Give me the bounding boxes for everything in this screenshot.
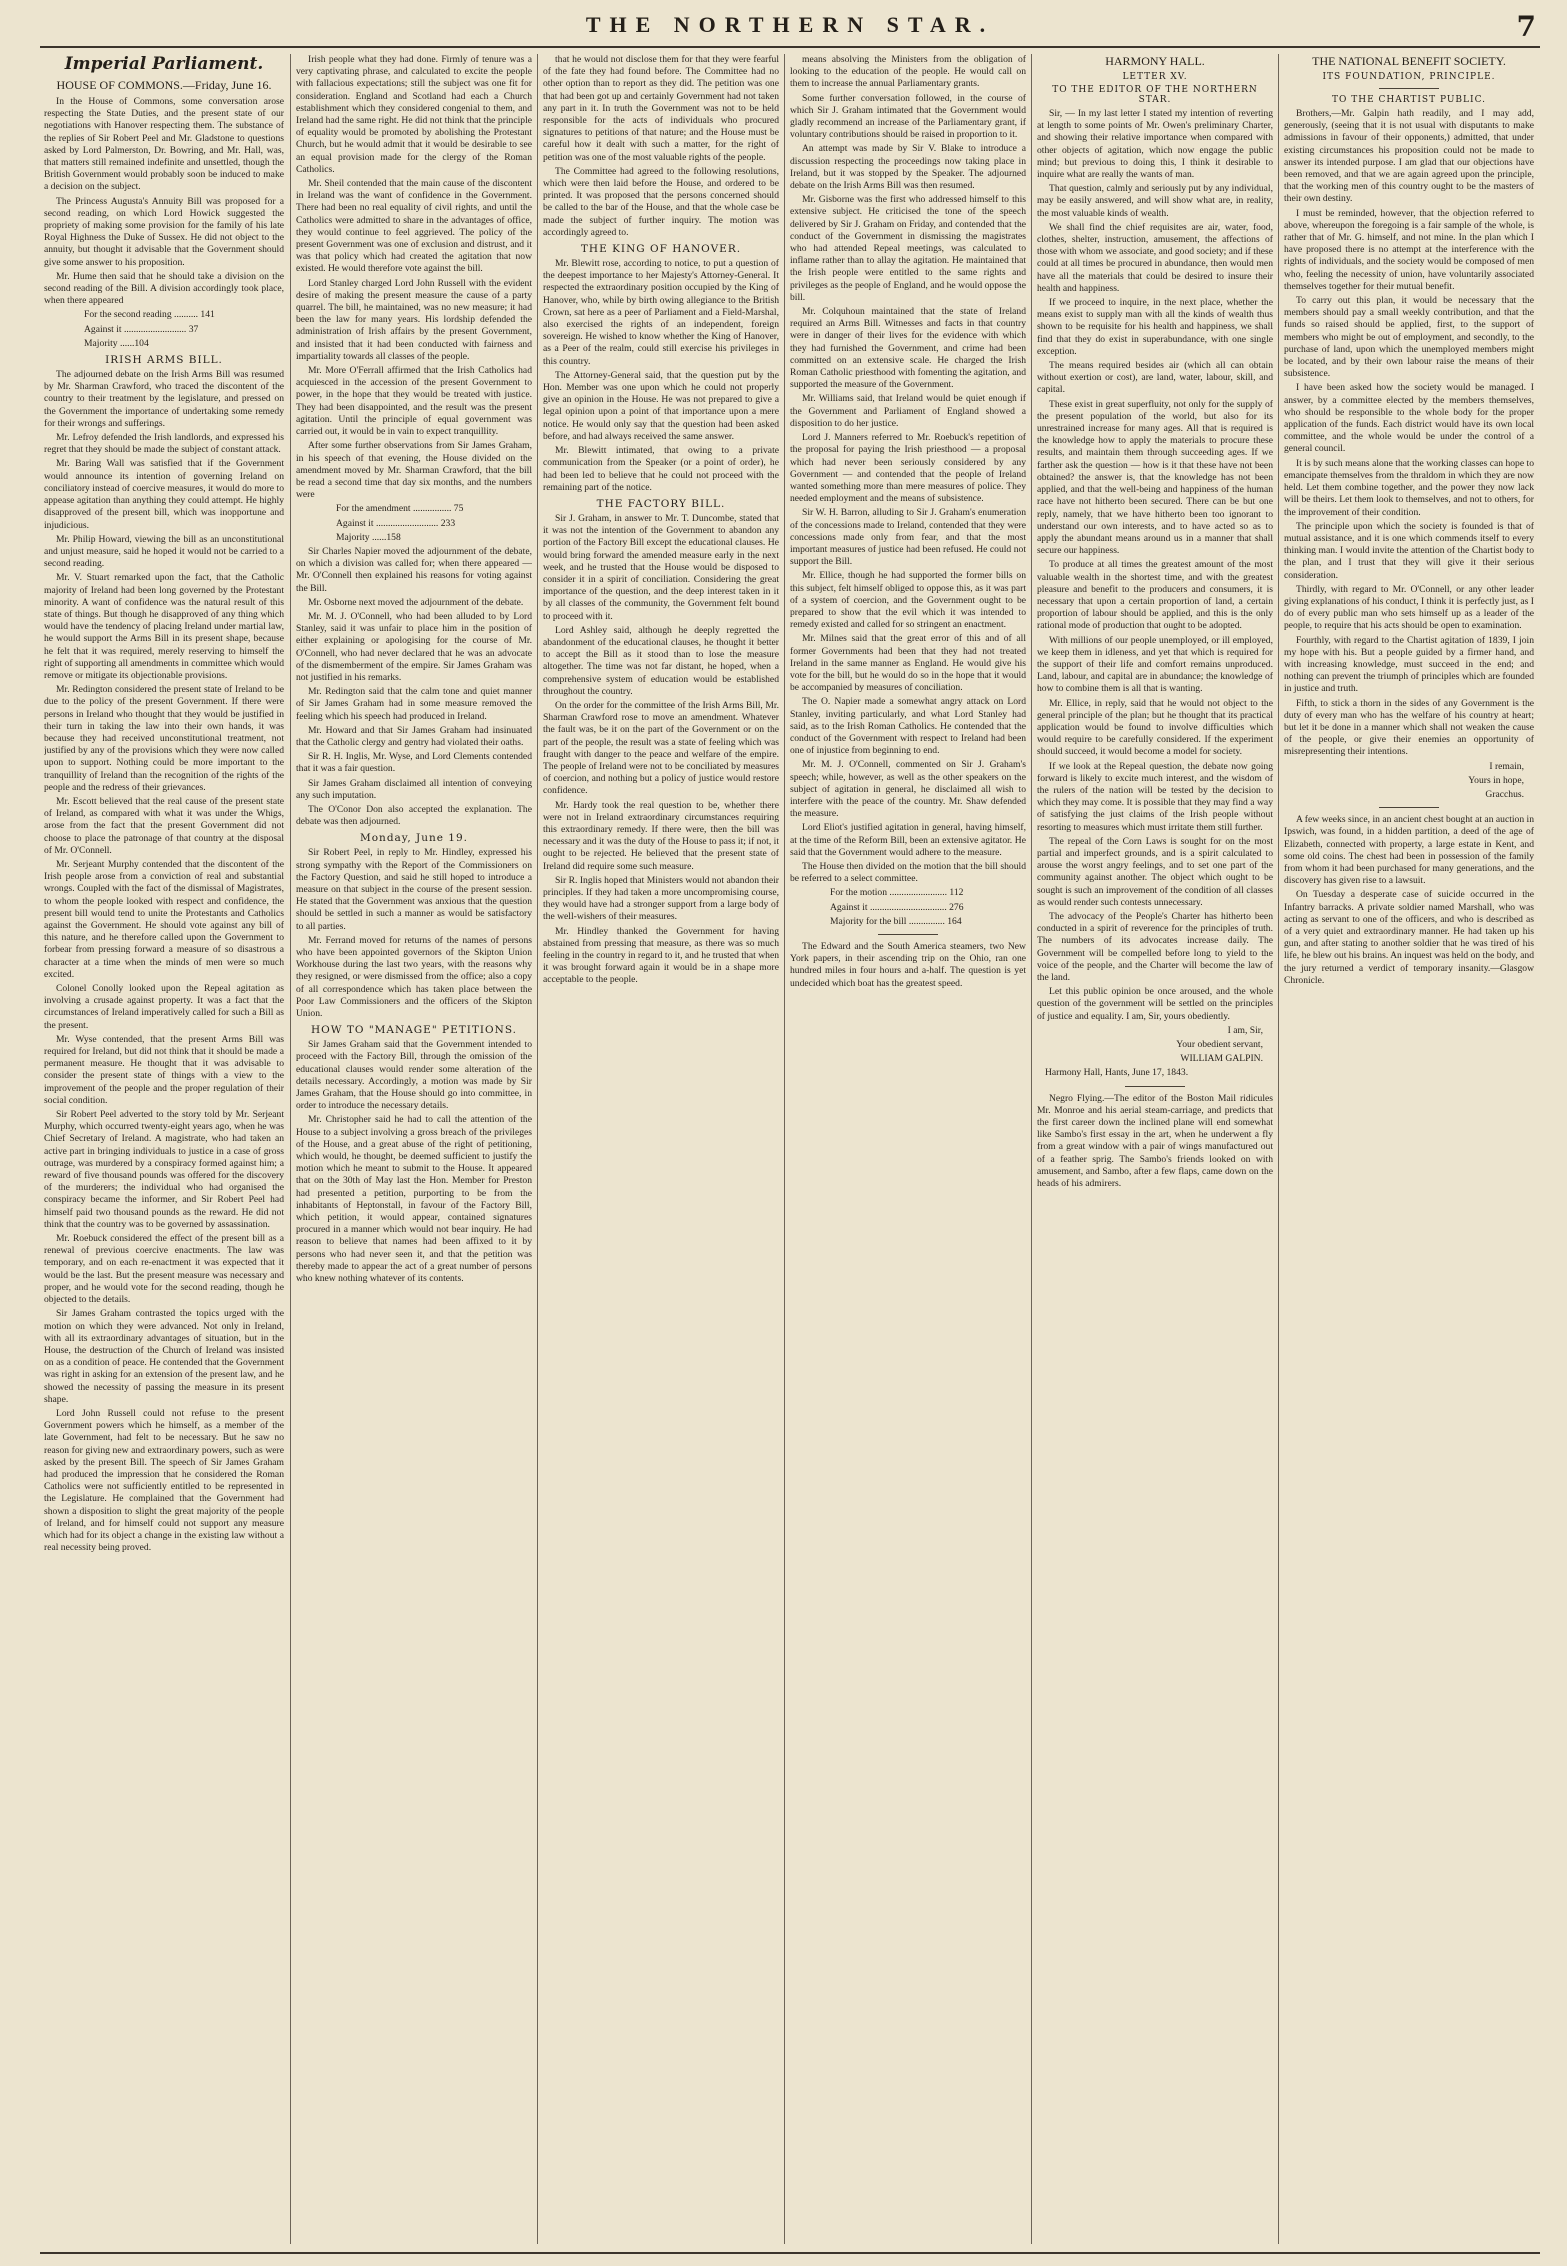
page-number: 7	[1516, 10, 1536, 43]
separator-rule	[878, 934, 938, 935]
paragraph: Mr. Baring Wall was satisfied that if the Government would announce its intention of governing Ireland on conciliatory instead of coercive measures, it would do more to appease agitation than anything they could attempt. He highly disapproved of the present bill, which was inopportune and injudicious.	[44, 458, 284, 531]
paragraph: Mr. Redington said that the calm tone and quiet manner of Sir James Graham had in some measure removed the feeling which his speech had produced in Ireland.	[296, 686, 532, 722]
paragraph: The Attorney-General said, that the question put by the Hon. Member was one upon which he could not properly give an opinion in the House. He was not prepared to give a legal opinion upon a point of that importance upon a mere notice. He would only say that the question had been asked before, and had always received the same answer.	[543, 369, 779, 442]
paragraph: To carry out this plan, it would be necessary that the members should pay a small weekly contribution, and that the funds so raised should be applied, first, to the support of members who might be out of employment, and secondly, to the purchase of land, upon which the unemployed members might be located, and by their own labour raise the means of their subsistence.	[1284, 295, 1534, 380]
sub-heading: Monday, June 19.	[359, 832, 468, 845]
column-5	[1037, 54, 1273, 2254]
column-4	[790, 54, 1026, 2254]
paragraph: Mr. Roebuck considered the effect of the present bill as a renewal of previous coercive enactments. The law was temporary, and on each re-enactment it was expected that it would be the last. But the present measure was necessary and proper, and he would vote for the second reading, though he objected to the details.	[44, 1233, 284, 1306]
paragraph: Sir J. Graham, in answer to Mr. T. Duncombe, stated that it was not the intention of the Government to abandon any portion of the Factory Bill except the educational clauses. He would bring forward the amended measure early in the next week, and he trusted that the House would be disposed to consider it in a spirit of conciliation. Considering the great importance of the question, and the deep interest taken in it by all classes of the community, the Government felt bound to proceed with it.	[543, 512, 779, 622]
paragraph: Sir R. Inglis hoped that Ministers would not abandon their principles. If they had taken a more uncompromising course, they would have had a stronger support from a large body of the well-wishers of their measures.	[543, 874, 779, 923]
division-line: For the second reading .......... 141	[84, 309, 215, 321]
paragraph: Mr. Christopher said he had to call the attention of the House to a subject involving a gross breach of the privileges of the House, and a great abuse of the right of petitioning, which would, he thought, be deemed sufficient to justify the motion which he meant to submit to the House. It appeared that on the 30th of May last the Hon. Member for Preston had presented a petition, purporting to be from the inhabitants of Heptonstall, in favour of the Factory Bill, which petition, it would appear, contained signatures procured in a manner which would not bear inquiry. He had reason to believe that names had been affixed to it by persons who had never seen it, and that the petition was thereby made to appear the act of a great number of persons who knew nothing whatever of its contents.	[296, 1114, 532, 1285]
division-line: Against it .......................... 37	[84, 323, 199, 335]
division-line: For the amendment ................ 75	[336, 503, 464, 515]
paragraph: Lord John Russell could not refuse to the present Government powers which he himself, as a member of the late Government, had felt to be necessary. But he saw no reason for giving new and extraordinary powers, such as were asked by the present Bill. The speech of Sir James Graham had produced the impression that he considered the Roman Catholics were not sufficiently entitled to be represented in the Legislature. He complained that the Government had shown a disposition to slight the great majority of the people of Ireland, and for himself could not support any measure which had for its object a change in the existing law without a real necessity being proved.	[44, 1407, 284, 1554]
paragraph: Mr. More O'Ferrall affirmed that the Irish Catholics had acquiesced in the accession of the present Government to power, in the hope that they would be treated with justice. They had been disappointed, and the result was the present agitation. Until the principle of equal government was carried out, it would be in vain to expect tranquillity.	[296, 365, 532, 438]
sub-heading: THE KING OF HANOVER.	[580, 243, 742, 256]
paragraph: Mr. Redington considered the present state of Ireland to be due to the policy of the present Government. If there were persons in Ireland who thought that they would be justified in their turn in taking the law into their own hands, it was because they had received unconstitutional treatment, not justified by any of the provisions which they were now called upon to support. Nothing could be more important to the tranquillity of Ireland than the recognition of the rights of the people and the redress of their grievances.	[44, 684, 284, 793]
paragraph: Mr. M. J. O'Connell, who had been alluded to by Lord Stanley, said it was unfair to place him in the position of either explaining or apologising for the course of Mr. O'Connell, who had never declared that he was an advocate of the dismemberment of the empire. Sir James Graham was not justified in his remarks.	[296, 610, 532, 683]
paragraph: The O'Conor Don also accepted the explanation. The debate was then adjourned.	[296, 803, 532, 828]
masthead-rule	[40, 46, 1540, 48]
signature-line: I am, Sir,	[1227, 1024, 1263, 1036]
signature-name: Gracchus.	[1485, 788, 1524, 800]
paragraph: I have been asked how the society would be managed. I answer, by a committee elected by the members themselves, who should be responsible to the whole body for the proper application of the funds. Each district would have its own local committee, and the whole would be under the control of a general council.	[1284, 382, 1534, 455]
paragraph: Mr. Milnes said that the great error of this and of all former Governments had been that they had not treated Ireland in the same manner as England. He would give his vote for the bill, but he would do so in the hope that it would be accompanied by measures of conciliation.	[790, 633, 1026, 694]
paragraph: Sir James Graham disclaimed all intention of conveying any such imputation.	[296, 777, 532, 801]
letter-number: LETTER XV.	[1122, 72, 1188, 82]
paragraph: Sir Robert Peel, in reply to Mr. Hindley, expressed his strong sympathy with the Report of the Commissioners on the Factory Question, and said he still hoped to introduce a measure on that subject in the course of the present session. He stated that the Government was anxious that the question should be settled in such a manner as would be satisfactory to all parties.	[296, 847, 532, 932]
paragraph: Mr. Lefroy defended the Irish landlords, and expressed his regret that they should be made the subject of constant attack.	[44, 432, 284, 456]
dateline: Harmony Hall, Hants, June 17, 1843.	[1045, 1067, 1189, 1079]
sub-heading: HOW TO "MANAGE" PETITIONS.	[311, 1024, 517, 1037]
column-divider	[784, 54, 785, 2244]
paragraph: Mr. Ellice, in reply, said that he would not object to the general principle of the plan; but he thought that its practical application would be found to involve difficulties which would require to be carefully considered. If the experiment should succeed, it would become a model for society.	[1037, 697, 1273, 758]
paragraph: Mr. Hardy took the real question to be, whether there were not in Ireland extraordinary circumstances requiring this extraordinary remedy. If there were, then the bill was necessary and it was the duty of the House to pass it; if not, it ought to be rejected. He believed that the present state of Ireland did require some such measure.	[543, 799, 779, 872]
paragraph: Mr. Blewitt intimated, that owing to a private communication from the Speaker (or a point of order), he had been led to believe that he could not proceed with the remaining part of the notice.	[543, 445, 779, 493]
paragraph: A few weeks since, in an ancient chest bought at an auction in Ipswich, was found, in a hidden partition, a deed of the age of Elizabeth, connected with property, a large estate in Kent, and some old coins. The chest had been in possession of the family from whom it had been purchased for many generations, and the discovery has given rise to a lawsuit.	[1284, 814, 1534, 887]
separator-rule	[1125, 1086, 1185, 1087]
division-line: Majority ......104	[84, 337, 149, 349]
division-line: Against it ................................ 276	[830, 901, 964, 913]
paragraph: Sir Robert Peel adverted to the story told by Mr. Serjeant Murphy, which occurred twenty-eight years ago, when he was Chief Secretary of Ireland. A magistrate, who had taken an active part in bringing individuals to justice in a case of gross outrage, was murdered by a conspiracy formed against him; a reward of five thousand pounds was offered for the discovery of the murderers; the individual who had organised the conspiracy became the informer, and Sir Robert Peel had himself paid two thousand pounds as the reward. He did not think that the country was to be governed by assassination.	[44, 1109, 284, 1230]
separator-rule	[1379, 88, 1439, 89]
paragraph: Sir W. H. Barron, alluding to Sir J. Graham's enumeration of the concessions made to Ireland, contended that they were concessions made only from fear, and that the most important measures of justice had been refused. He could not support the Bill.	[790, 507, 1026, 568]
column-divider	[1278, 54, 1279, 2244]
sub-heading: THE FACTORY BILL.	[596, 497, 726, 510]
column-divider	[537, 54, 538, 2244]
paragraph: Brothers,—Mr. Galpin hath readily, and I may add, generously, (seeing that it is not usual with disputants to make admissions in favour of their opponents,) admitted, that under existing circumstances his proposition could not be made to answer its intended purpose. I am glad that our objections have been removed, and that we are again agreed upon the principle, that the working men of this country ought to be the masters of their own destiny.	[1284, 108, 1534, 205]
paragraph: In the House of Commons, some conversation arose respecting the State Duties, and the present state of our negotiations with Hanover respecting them. The substance of the replies of Sir Robert Peel and Mr. Gladstone to questions asked by Lord Palmerston, Dr. Bowring, and Mr. Hall, was, that matters still remained indefinite and unsettled, though the British Government would probably soon be induced to make a decision on the subject.	[44, 96, 284, 193]
sub-heading: IRISH ARMS BILL.	[105, 354, 223, 367]
division-line: Majority ......158	[336, 531, 401, 543]
section-heading: Imperial Parliament.	[64, 54, 264, 74]
paragraph: I must be reminded, however, that the objection referred to above, whereupon the foregoing is a fair sample of the whole, is rather that of Mr. G. himself, and not mine. In the plan which I have proposed there is no attempt at the interference with the rights of individuals, and the society would be composed of men who, feeling the necessity of union, have voluntarily associated themselves together for their mutual benefit.	[1284, 207, 1534, 292]
paragraph: Sir James Graham contrasted the topics urged with the motion on which they were advanced. Not only in Ireland, with all its extraordinary advantages of situation, but in the House, the destruction of the Church of Ireland was insisted on as a condition of peace. He contended that the Government was right in asking for an extension of the present law, and he showed the necessity of passing the measure in its present shape.	[44, 1308, 284, 1405]
separator-rule	[1379, 807, 1439, 808]
paragraph: The advocacy of the People's Charter has hitherto been conducted in a spirit of reverence for the principles of truth. The numbers of its advocates increase daily. The Government will be compelled before long to yield to the voice of the people, and the Charter will become the law of the land.	[1037, 911, 1273, 984]
paragraph: Irish people what they had done. Firmly of tenure was a very captivating phrase, and calculated to excite the people with fallacious expectations; still the subject was one fit for consideration. England and Scotland had each a Church establishment which they considered congenial to them, and Ireland had the same right. He did not think that the principle of equality would be promoted by abolishing the Protestant Church, but he would admit that it would be desirable to see an equal provision made for the clergy of the Roman Catholics.	[296, 54, 532, 175]
paragraph: Some further conversation followed, in the course of which Sir J. Graham intimated that the Government would gladly recommend an increase of the Parliamentary grant, if voluntary contributions should be raised in proportion to it.	[790, 92, 1026, 141]
article-heading: HARMONY HALL.	[1105, 54, 1205, 68]
column-3	[543, 54, 779, 2254]
paragraph: Fourthly, with regard to the Chartist agitation of 1839, I join my hope with his. But a people guided by a firmer hand, and with increasing knowledge, must succeed in the end; and nothing can prevent the triumph of principles which are founded in justice and truth.	[1284, 634, 1534, 695]
paragraph: If we look at the Repeal question, the debate now going forward is likely to excite much interest, and the wisdom of the rulers of the nation will be tested by the decision to which they may come. It is possible that they may find a way of satisfying the just claims of the Irish people without resorting to measures which must irritate them still further.	[1037, 760, 1273, 833]
paragraph: Negro Flying.—The editor of the Boston Mail ridicules Mr. Monroe and his aerial steam-carriage, and predicts that the first career down the inclined plane will end somewhat like Sambo's first essay in the art, when he underwent a fly from a great window with a pair of wings manufactured out of a feather sprig. The Sambo's friends looked on with amusement, and Sambo, after a few flaps, came down on the heads of his admirers.	[1037, 1092, 1273, 1190]
paragraph: The House then divided on the motion that the bill should be referred to a select committee.	[790, 861, 1026, 885]
paragraph: The Committee had agreed to the following resolutions, which were then laid before the House, and ordered to be printed. It was proposed that the persons concerned should be called to the bar of the House, and that the whole case be made the subject of further inquiry. The motion was accordingly agreed to.	[543, 165, 779, 238]
paragraph: Lord Eliot's justified agitation in general, having himself, at the time of the Reform Bill, been an extensive agitator. He said that the Government would adhere to the measure.	[790, 822, 1026, 858]
division-line: For the motion ........................ 112	[830, 887, 964, 899]
paragraph: To produce at all times the greatest amount of the most valuable wealth in the shortest time, and with the greatest pleasure and benefit to the producers and consumers, it is necessary that upon a certain proportion of land, a certain proportion of labour should be applied, and this is the only rational mode of production that ought to be adopted.	[1037, 559, 1273, 632]
paragraph: The repeal of the Corn Laws is sought for on the most partial and imperfect grounds, and is a spirit calculated to arouse the worst angry feelings, and to set one part of the community against another. The object which ought to be sought is such an improvement of the condition of all classes as would render such contests unnecessary.	[1037, 835, 1273, 908]
paragraph: We shall find the chief requisites are air, water, food, clothes, shelter, instruction, amusement, the affections of those with whom we associate, and good society; and if these could at all times be procured in abundance, then would men have all the materials that could be desired to insure their health and happiness.	[1037, 221, 1273, 294]
paragraph: On Tuesday a desperate case of suicide occurred in the Infantry barracks. A private soldier named Marshall, who was acting as servant to one of the officers, and who is described as of a very quiet and extraordinary manner. He had taken up his gun, and after stating to another soldier that he was tired of his life, he blew out his brains. An inquest was held on the body, and the jury returned a verdict of temporary insanity.—Glasgow Chronicle.	[1284, 889, 1534, 986]
paragraph: Mr. Blewitt rose, according to notice, to put a question of the deepest importance to her Majesty's Attorney-General. It respected the extraordinary position occupied by the King of Hanover, who, while by birth owing allegiance to the British Crown, sat here as a peer of Parliament and a Field-Marshal, also exercised the rights of an independent, foreign sovereign. He wished to know whether the King of Hanover, as a Peer of the realm, could still exercise his privileges in this country.	[543, 258, 779, 367]
paragraph: Mr. Philip Howard, viewing the bill as an unconstitutional and unjust measure, said he hoped it would not be carried to a second reading.	[44, 533, 284, 570]
paragraph: Mr. Williams said, that Ireland would be quiet enough if the Government and Parliament of England showed a disposition to do her justice.	[790, 393, 1026, 429]
paragraph: Mr. V. Stuart remarked upon the fact, that the Catholic majority of Ireland had been long governed by the Protestant minority. A want of confidence was the natural result of this state of things. But though he disapproved of any thing which would have the tendency of placing Ireland under martial law, he would support the Arms Bill in its present shape, because he felt that it was required, merely reserving to himself the right of supporting all amendments in committee which would remove or mitigate its objectionable provisions.	[44, 572, 284, 681]
paragraph: The Edward and the South America steamers, two New York papers, in their ascending trip on the Ohio, ran one hundred miles in four hours and a-half. The question is yet undecided which boat has the greatest speed.	[790, 941, 1026, 989]
paragraph: Mr. Gisborne was the first who addressed himself to this extensive subject. He criticised the tone of the speech delivered by Sir J. Graham on Friday, and contended that the conduct of the Government in dismissing the magistrates who had attended Repeal meetings, was calculated to inflame rather than to allay the agitation. He maintained that the Irish people were entitled to the same rights and privileges as the people of England, and he would oppose the bill.	[790, 194, 1026, 303]
addressee: TO THE CHARTIST PUBLIC.	[1331, 95, 1487, 105]
paragraph: Sir R. H. Inglis, Mr. Wyse, and Lord Clements contended that it was a fair question.	[296, 751, 532, 775]
column-divider	[1031, 54, 1032, 2244]
column-1	[44, 54, 284, 2254]
paragraph: Sir Charles Napier moved the adjournment of the debate, on which a division was called for; when there appeared — Mr. O'Connell then explained his reasons for voting against the Bill.	[296, 545, 532, 594]
paragraph: Sir, — In my last letter I stated my intention of reverting at length to some points of Mr. Owen's preliminary Charter, and showing their relative importance when compared with other objects of agitation, which now engage the public mind; but previous to doing this, I think it desirable to inquire what are really the wants of man.	[1037, 108, 1273, 181]
paragraph: Fifth, to stick a thorn in the sides of any Government is the duty of every man who has the welfare of his country at heart; but let it be done in a manner which shall not weaken the cause of the people, or give their enemies an opportunity of misrepresenting their intentions.	[1284, 697, 1534, 758]
paragraph: The Princess Augusta's Annuity Bill was proposed for a second reading, on which Lord Howick suggested the propriety of making some provision for the family of his late Royal Highness the Duke of Sussex. He did not object to the annuity, but thought it advisable that the Government should give some answer to his proposition.	[44, 195, 284, 268]
paragraph: Mr. Serjeant Murphy contended that the discontent of the Irish people arose from a conviction of real and substantial wrongs. Coupled with the fact of the dismissal of Magistrates, to whom the people looked with respect and confidence, the present bill would tend to unite the Protestants and Catholics against the Government. He should vote against any bill of this nature, and he therefore called upon the Government to forbear from pressing forward a measure of so disastrous a character at a time when the minds of men were so much excited.	[44, 858, 284, 980]
signature-name: WILLIAM GALPIN.	[1180, 1053, 1263, 1065]
paragraph: Mr. Colquhoun maintained that the state of Ireland required an Arms Bill. Witnesses and facts in that country were in danger of their lives for the evidence with which they had furnished the Government, and crime had been committed on an extensive scale. He charged the Irish Roman Catholic priesthood with fomenting the agitation, and supported the measure of the Government.	[790, 306, 1026, 391]
paragraph: With millions of our people unemployed, or ill employed, we keep them in idleness, and yet that which is required for the support of their life and comfort remains unproduced. Land, labour, and capital are in abundance; the knowledge of how to combine them is all that is wanting.	[1037, 634, 1273, 695]
paragraph: Colonel Conolly looked upon the Repeal agitation as involving a crusade against property. It was a fact that the circumstances of Ireland imperatively called for such a Bill as the present.	[44, 983, 284, 1031]
paragraph: The principle upon which the society is founded is that of mutual assistance, and it is one which commends itself to every thinking man. I would invite the attention of the Chartist body to the plan, and I trust that they will give it their serious consideration.	[1284, 520, 1534, 581]
paragraph: Mr. Ellice, though he had supported the former bills on this subject, felt himself obliged to oppose this, as it was part of a system of coercion, and the Government ought to be prepared to show that the evil which it was intended to remedy existed and called for so stringent an enactment.	[790, 570, 1026, 631]
article-subheading: ITS FOUNDATION, PRINCIPLE.	[1322, 72, 1496, 82]
column-divider	[290, 54, 291, 2244]
footer-rule	[40, 2252, 1540, 2254]
paragraph: On the order for the committee of the Irish Arms Bill, Mr. Sharman Crawford rose to move an amendment. Whatever the fault was, be it on the part of the Government or on the part of the people, the result was a state of feeling which was fraught with danger to the peace and welfare of the empire. The people of Ireland were not to be conciliated by measures of coercion, and nothing but a policy of justice would restore confidence.	[543, 699, 779, 797]
paragraph: Mr. Hindley thanked the Government for having abstained from pressing that measure, as there was so much feeling in the country in regard to it, and he trusted that when it was brought forward again it would be in a shape more acceptable to the people.	[543, 925, 779, 986]
paragraph: Lord Ashley said, although he deeply regretted the abandonment of the educational clauses, he thought it better to accept the Bill as it stood than to lose the measure altogether. The time was not far distant, he hoped, when a comprehensive system of education would be established throughout the country.	[543, 624, 779, 697]
signature-line: Your obedient servant,	[1176, 1039, 1263, 1051]
paragraph: Sir James Graham said that the Government intended to proceed with the Factory Bill, through the omission of the educational clauses would render some alteration of the details necessary. Accordingly, a motion was made by Sir James Graham, that the House should go into committee, in order to introduce the necessary details.	[296, 1039, 532, 1112]
paragraph: The adjourned debate on the Irish Arms Bill was resumed by Mr. Sharman Crawford, who traced the discontent of the country to their treatment by the legislature, and pressed on the Government the importance of undertaking some remedy for their wrongs and sufferings.	[44, 369, 284, 429]
division-line: Against it .......................... 233	[336, 517, 456, 529]
paragraph: Mr. Sheil contended that the main cause of the discontent in Ireland was the want of confidence in the Government. There had been no real equality of civil rights, and until the Catholics were admitted to share in the advantages of office, they would continue to feel aggrieved. The policy of the present Government was one of exclusion and distrust, and it was that policy which had created the agitation that now existed. He would therefore vote against the bill.	[296, 178, 532, 275]
paragraph: means absolving the Ministers from the obligation of looking to the education of the people. He would call on them to increase the annual Parliamentary grants.	[790, 54, 1026, 90]
paragraph: Mr. Howard and that Sir James Graham had insinuated that the Catholic clergy and gentry had violated their oaths.	[296, 724, 532, 748]
article-heading: HOUSE OF COMMONS.—Friday, June 16.	[56, 78, 272, 92]
paragraph: Thirdly, with regard to Mr. O'Connell, or any other leader giving explanations of his conduct, I think it is perfectly just, as I do of every public man who sets himself up as a leader of the people, to require that his acts should be open to examination.	[1284, 583, 1534, 632]
paragraph: That question, calmly and seriously put by any individual, may be easily answered, and will show what are, in reality, the most valuable kinds of wealth.	[1037, 183, 1273, 219]
division-line: Majority for the bill ............... 164	[830, 915, 962, 927]
paragraph: Let this public opinion be once aroused, and the whole question of the government will be settled on the principles of justice and equality. I am, Sir, yours obediently.	[1037, 986, 1273, 1022]
paragraph: Mr. Hume then said that he should take a division on the second reading of the Bill. A division accordingly took place, when there appeared	[44, 270, 284, 307]
paragraph: These exist in great superfluity, not only for the supply of the present population of the world, but also for its unrestrained increase for many ages. All that is required is the knowledge how to apply the materials to procure these results, and maintain them through succeeding ages. If we farther ask the question — how is it that these have not been obtained? the answer is, that the knowledge has not been applied, and that the well-being and happiness of the human race have not hitherto been secured. There can be but one reply, namely, that we have hitherto been too ignorant to understand our own interests, and to have acted so as to apply the abundant means around us in a manner that shall secure our happiness.	[1037, 398, 1273, 557]
paragraph: An attempt was made by Sir V. Blake to introduce a discussion respecting the proceedings now taking place in Ireland, but it was stopped by the Speaker. The adjourned debate on the Irish Arms Bill was then resumed.	[790, 143, 1026, 192]
column-2	[296, 54, 532, 2254]
newspaper-title: THE NORTHERN STAR.	[585, 12, 995, 37]
article-heading: THE NATIONAL BENEFIT SOCIETY.	[1312, 54, 1506, 68]
paragraph: Lord J. Manners referred to Mr. Roebuck's repetition of the proposal for paying the Irish priesthood — a proposal which had never been seriously considered by any Government — and contended that the people of Ireland wanted something more than mere measures of police. They needed employment and the means of subsistence.	[790, 432, 1026, 505]
paragraph: Mr. Wyse contended, that the present Arms Bill was required for Ireland, but did not think that it should be made a permanent measure. He thought that it was advisable to consider the present state of things with a view to the improvement of the people and the proper regulation of their social condition.	[44, 1033, 284, 1106]
paragraph: Lord Stanley charged Lord John Russell with the evident desire of making the present measure the cause of a party quarrel. The bill, he maintained, was no new measure; it had been the law for many years. His lordship defended the administration of Irish affairs by the present Government, and insisted that it had been conducted with fairness and impartiality towards all classes of the people.	[296, 277, 532, 362]
paragraph: After some further observations from Sir James Graham, in his speech of that evening, the House divided on the amendment moved by Mr. Sharman Crawford, that the bill be read a second time that day six months, and the numbers were	[296, 440, 532, 501]
column-6	[1284, 54, 1534, 2254]
addressee: TO THE EDITOR OF THE NORTHERN STAR.	[1052, 85, 1258, 105]
paragraph: If we proceed to inquire, in the next place, whether the means exist to supply man with all the kinds of wealth thus shown to be requisite for his health and happiness, we shall find that they do exist in superabundance, with one single exception.	[1037, 297, 1273, 357]
paragraph: Mr. Ferrand moved for returns of the names of persons who have been appointed governors of the Skipton Union Workhouse during the last two years, with the reasons why they resigned, or were dismissed from the office; also a copy of all correspondence which has taken place between the Poor Law Commissioners and the officers of the Skipton Union.	[296, 934, 532, 1020]
paragraph: The means required besides air (which all can obtain without exertion or cost), are land, water, labour, skill, and capital.	[1037, 360, 1273, 396]
paragraph: Mr. Osborne next moved the adjournment of the debate.	[308, 596, 524, 608]
masthead	[40, 12, 1540, 44]
paragraph: The O. Napier made a somewhat angry attack on Lord Stanley, inviting particularly, and what Lord Stanley had said, as to the Irish Roman Catholics. He contended that the conduct of the Government with respect to Ireland had been one of injustice from beginning to end.	[790, 696, 1026, 757]
signature-line: I remain,	[1489, 760, 1524, 772]
paragraph: Mr. Escott believed that the real cause of the present state of Ireland, as compared with what it was under the Whigs, arose from the fact that the present Government did not choose to place the patronage of that country at the disposal of Mr. O'Connell.	[44, 795, 284, 856]
paragraph: that he would not disclose them for that they were fearful of the fate they had found before. The Committee had no other option than to report as they did. The petition was one that had been got up and certainly Government had not taken any part in it. In truth the Government was not to be held responsible for the acts of individuals who procured signatures to petitions of that nature; and the House must be careful how it dealt with such a matter, for the right of petition was one of the most valuable rights of the people.	[543, 54, 779, 163]
paragraph: It is by such means alone that the working classes can hope to emancipate themselves from the thraldom in which they are now held. Let them combine together, and the power they now lack will be theirs. Let them look to themselves, and not to others, for the improvement of their condition.	[1284, 457, 1534, 518]
signature-line: Yours in hope,	[1468, 774, 1524, 786]
paragraph: Mr. M. J. O'Connell, commented on Sir J. Graham's speech; while, however, as well as the other speakers on the subject of agitation in general, he disclaimed all wish to interfere with the peace of the country. Mr. Shaw defended the measure.	[790, 759, 1026, 820]
